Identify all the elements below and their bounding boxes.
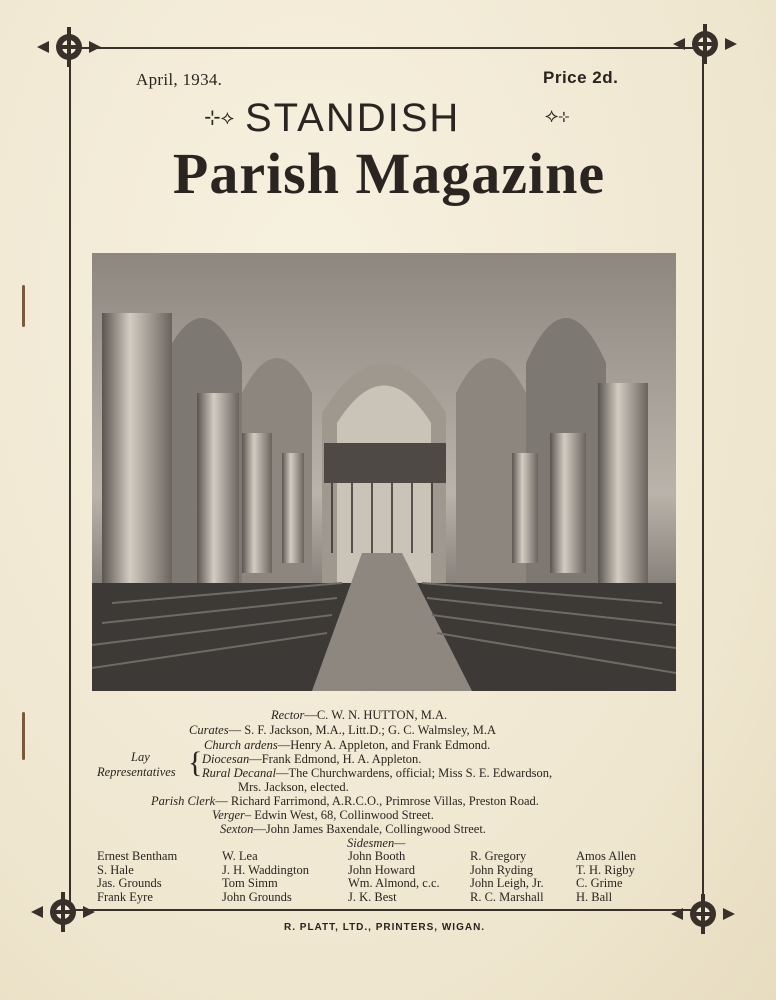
list-item: Wm. Almond, c.c. (348, 876, 440, 890)
list-item: John Ryding (470, 862, 534, 877)
magazine-title: Parish Magazine (172, 141, 606, 206)
rural-decanal-label: Rural Decanal (202, 766, 276, 780)
brace-icon: { (188, 746, 203, 779)
verger-label: Verger (212, 808, 245, 822)
list-item: Frank Eyre (97, 889, 153, 904)
list-item: J. H. Waddington (222, 862, 309, 877)
sexton-line (220, 822, 486, 837)
curates-names: — S. F. Jackson, M.A., Litt.D.; G. C. Walmsley, M.A (228, 723, 497, 737)
decorative-dingbat-right-icon: ⟡⊹ (545, 105, 570, 127)
verger-name: – Edwin West, 68, Collinwood Street. (244, 808, 434, 822)
corner-ornament-top-left (37, 27, 101, 67)
sidesmen-column-3 (348, 850, 440, 904)
list-item: W. Lea (222, 849, 258, 863)
list-item: R. Gregory (470, 849, 527, 863)
staple-mark (22, 285, 25, 327)
issue-price: Price 2d. (543, 68, 619, 87)
list-item: S. Hale (97, 862, 134, 877)
church-interior-photo (92, 253, 676, 691)
list-item: H. Ball (576, 889, 613, 904)
border-top (70, 47, 702, 49)
list-item: John Booth (348, 849, 406, 863)
sidesmen-column-1 (97, 850, 177, 904)
list-item: T. H. Rigby (576, 862, 635, 877)
curates-line (189, 723, 496, 738)
rural-decanal-line (202, 766, 552, 781)
title-standish: STANDISH (245, 96, 461, 140)
sidesmen-heading-text: Sidesmen— (347, 836, 406, 850)
lay-label-text: Lay (131, 750, 150, 764)
rural-decanal-names: —The Churchwardens, official; Miss S. E. Edwardson, (275, 766, 553, 780)
staple-mark (22, 712, 25, 760)
list-item: Amos Allen (576, 849, 637, 863)
curates-label: Curates (189, 723, 229, 737)
rural-decanal-continued: Mrs. Jackson, elected. (238, 780, 349, 794)
parish-clerk-line (151, 794, 539, 809)
churchwardens-names: —Henry A. Appleton, and Frank Edmond. (277, 738, 491, 752)
list-item: John Howard (348, 862, 416, 877)
diocesan-label: Diocesan (202, 752, 250, 766)
border-bottom (70, 909, 702, 911)
list-item: Tom Simm (222, 876, 278, 890)
parish-clerk-name: — Richard Farrimond, A.R.C.O., Primrose Villas, Preston Road. (215, 794, 539, 808)
corner-ornament-bottom-right (671, 894, 735, 934)
churchwardens-line (204, 738, 490, 753)
border-right (702, 48, 704, 910)
border-left (69, 48, 71, 910)
sidesmen-column-5 (576, 850, 636, 904)
representatives-label-text: Representatives (97, 765, 176, 779)
rector-name: —C. W. N. HUTTON, M.A. (304, 708, 448, 722)
rector-line (271, 708, 447, 723)
rector-label: Rector (271, 708, 305, 722)
list-item: John Leigh, Jr. (470, 876, 544, 890)
corner-ornament-top-right (673, 24, 737, 64)
sexton-label: Sexton (220, 822, 254, 836)
list-item: R. C. Marshall (470, 889, 544, 904)
list-item: C. Grime (576, 876, 623, 890)
sexton-name: —John James Baxendale, Collingwood Street. (253, 822, 486, 836)
sidesmen-column-4 (470, 850, 544, 904)
list-item: John Grounds (222, 889, 292, 904)
list-item: J. K. Best (348, 889, 397, 904)
printer-credit: R. PLATT, LTD., PRINTERS, WIGAN. (284, 922, 486, 933)
lay-label (131, 750, 150, 765)
parish-clerk-label: Parish Clerk (151, 794, 216, 808)
representatives-label (97, 765, 176, 780)
verger-line (212, 808, 434, 823)
diocesan-line (202, 752, 421, 767)
diocesan-names: —Frank Edmond, H. A. Appleton. (249, 752, 422, 766)
decorative-dingbat-left-icon: ⊹⟡ (204, 107, 234, 129)
churchwardens-label: Church ardens (204, 738, 278, 752)
issue-date: April, 1934. (136, 70, 223, 89)
list-item: Ernest Bentham (97, 849, 178, 863)
corner-ornament-bottom-left (31, 892, 95, 932)
sidesmen-column-2 (222, 850, 309, 904)
list-item: Jas. Grounds (97, 876, 162, 890)
